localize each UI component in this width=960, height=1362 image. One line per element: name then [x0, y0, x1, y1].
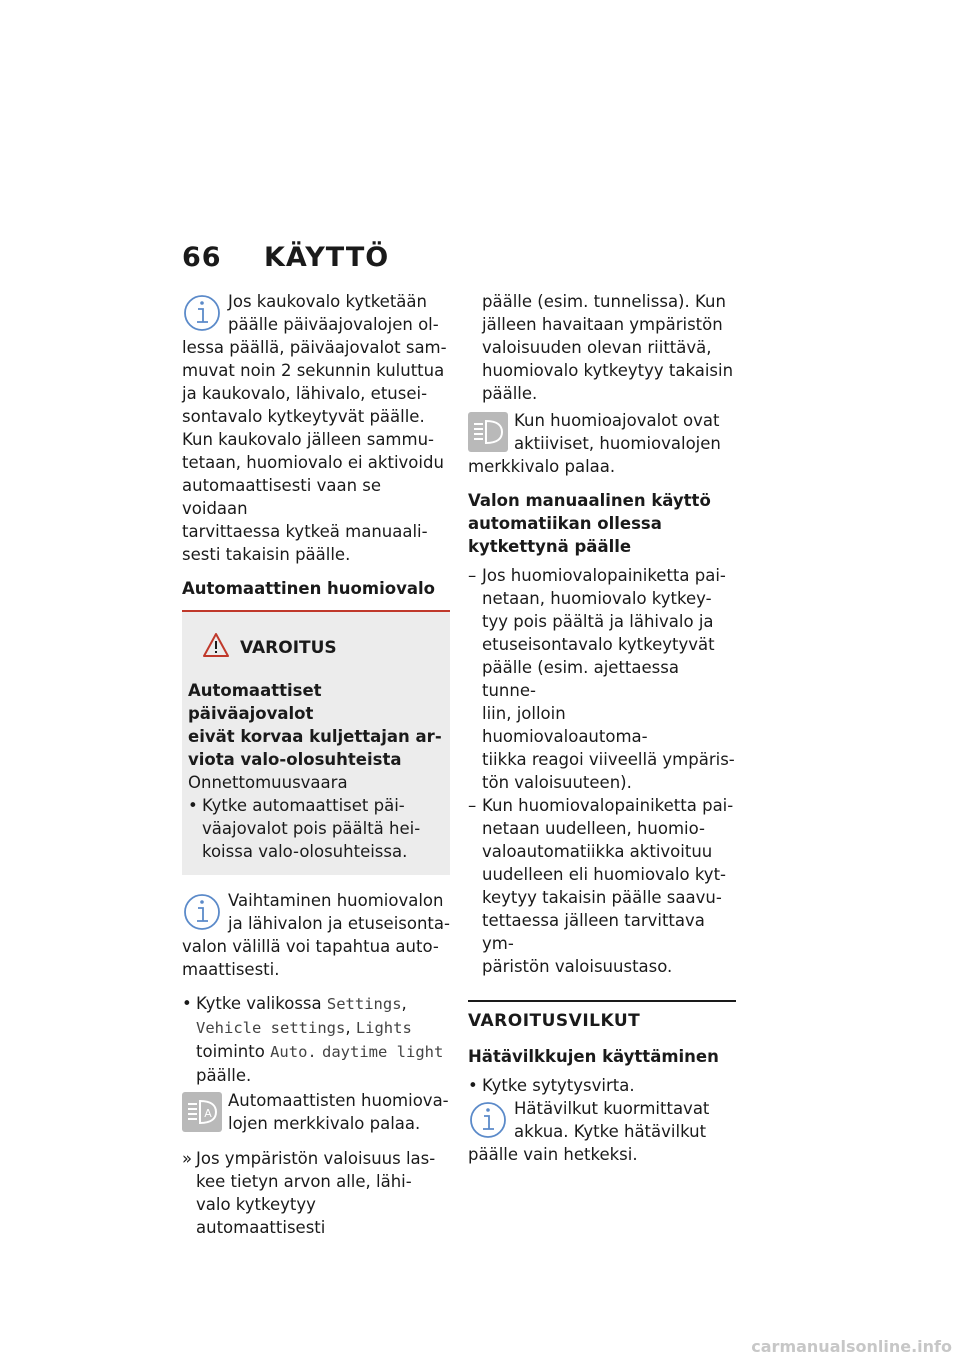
note-line: merkkivalo palaa.: [468, 457, 616, 476]
note-line: lojen merkkivalo palaa.: [228, 1114, 421, 1133]
dash-line: valoautomatiikka aktivoituu: [482, 842, 713, 861]
result-line: jälleen havaitaan ympäristön: [482, 315, 723, 334]
note-line: Kun kaukovalo jälleen sammu-: [182, 430, 434, 449]
watermark: carmanualsonline.info: [751, 1337, 952, 1356]
note-line: maattisesti.: [182, 960, 280, 979]
note-line: lessa päällä, päiväajovalot sam-: [182, 338, 447, 357]
note-line: automaattisesti vaan se voidaan: [182, 476, 382, 518]
heading-line: automatiikan ollessa: [468, 514, 662, 533]
bullet-line: väajovalot pois päältä hei-: [202, 819, 421, 838]
note-line: ja lähivalon ja etuseisonta-: [228, 914, 450, 933]
function-daytime-light: daytime light: [322, 1043, 444, 1061]
warning-label: VAROITUS: [240, 638, 337, 658]
note-line: päälle vain hetkeksi.: [468, 1145, 638, 1164]
note-line: tarvittaessa kytkeä manuaali-: [182, 522, 428, 541]
note-line: Automaattisten huomiova-: [228, 1091, 449, 1110]
info-note: [182, 889, 450, 981]
dash-line: tön valoisuuteen).: [482, 773, 632, 792]
bullet-mark: •: [182, 994, 192, 1013]
result-line: kee tietyn arvon alle, lähi-: [196, 1172, 412, 1191]
daytime-light-indicator-icon: [468, 412, 508, 452]
result-line: päälle.: [482, 384, 538, 403]
heading-line: kytkettynä päälle: [468, 537, 632, 556]
section-divider: [468, 1000, 736, 1002]
dash-mark: –: [468, 566, 477, 585]
bullet-line: Kytke automaattiset päi-: [202, 796, 405, 815]
note-line: valon välillä voi tapahtua auto-: [182, 937, 439, 956]
dash-line: Kun huomiovalopainiketta pai-: [482, 796, 734, 815]
result-line: valo kytkeytyy automaattisesti: [196, 1195, 326, 1237]
section-heading: [468, 489, 736, 558]
dash-line: tettaessa jälleen tarvittava ym-: [482, 911, 705, 953]
left-column: [182, 290, 450, 1239]
info-note: [182, 290, 450, 566]
info-icon: [182, 891, 222, 935]
info-note: [468, 1097, 736, 1166]
note-line: sesti takaisin päälle.: [182, 545, 351, 564]
warning-headline-line: viota valo-olosuhteista: [188, 750, 402, 769]
instruction-suffix: päälle.: [196, 1066, 252, 1085]
chapter-title: KÄYTTÖ: [264, 242, 390, 273]
dash-mark: –: [468, 796, 477, 815]
bullet-mark: •: [468, 1076, 478, 1095]
instruction-mid: toiminto: [196, 1042, 265, 1061]
function-auto: Auto.: [270, 1043, 317, 1061]
note-line: Vaihtaminen huomiovalon: [228, 891, 444, 910]
separator: ,: [401, 994, 407, 1013]
heading-line: Valon manuaalinen käyttö: [468, 491, 711, 510]
result-item: [182, 1147, 450, 1239]
dash-line: netaan, huomiovalo kytkey-: [482, 589, 712, 608]
separator: ,: [345, 1018, 351, 1037]
result-line: Jos ympäristön valoisuus las-: [196, 1149, 436, 1168]
note-line: Hätävilkut kuormittavat: [514, 1099, 710, 1118]
result-continuation: [468, 290, 736, 405]
dash-list-item: [468, 564, 736, 794]
section-heading: Automaattinen huomiovalo: [182, 579, 435, 598]
dash-line: etuseisontavalo kytkeytyvät: [482, 635, 715, 654]
note-line: päälle päiväajovalojen ol-: [228, 315, 439, 334]
note-line: ja kaukovalo, lähivalo, etusei-: [182, 384, 428, 403]
menu-settings: Settings: [326, 995, 402, 1013]
dash-line: Jos huomiovalopainiketta pai-: [482, 566, 726, 585]
warning-headline-line: eivät korvaa kuljettajan ar-: [188, 727, 442, 746]
note-line: Jos kaukovalo kytketään: [228, 292, 427, 311]
note-line: akkua. Kytke hätävilkut: [514, 1122, 707, 1141]
dash-line: uudelleen eli huomiovalo kyt-: [482, 865, 726, 884]
bullet-line: Kytke sytytysvirta.: [482, 1076, 635, 1095]
note-line: Kun huomioajovalot ovat: [514, 411, 720, 430]
auto-headlight-indicator-icon: [182, 1092, 222, 1132]
dash-line: päristön valoisuustaso.: [482, 957, 673, 976]
indicator-note: [468, 409, 736, 478]
result-mark: »: [182, 1149, 193, 1168]
indicator-note: [182, 1089, 450, 1135]
instruction-prefix: Kytke valikossa: [196, 994, 322, 1013]
note-line: sontavalo kytkeytyvät päälle.: [182, 407, 425, 426]
note-line: muvat noin 2 sekunnin kuluttua: [182, 361, 445, 380]
page-number: 66: [182, 242, 222, 273]
info-icon: [182, 292, 222, 336]
subheading: Hätävilkkujen käyttäminen: [468, 1047, 719, 1066]
menu-lights: Lights: [355, 1019, 412, 1037]
info-icon: [468, 1099, 508, 1143]
page-header: [182, 242, 389, 273]
dash-line: liin, jolloin huomiovaloautoma-: [482, 704, 648, 746]
dash-line: päälle (esim. ajettaessa tunne-: [482, 658, 679, 700]
result-line: valoisuuden olevan riittävä,: [482, 338, 712, 357]
dash-list-item: [468, 794, 736, 978]
warning-risk: Onnettomuusvaara: [188, 773, 348, 792]
warning-bullet: [188, 794, 444, 863]
right-column: [468, 290, 736, 1177]
instruction-step: [468, 1074, 736, 1097]
note-line: tetaan, huomiovalo ei aktivoidu: [182, 453, 444, 472]
instruction-step: [182, 992, 450, 1087]
bullet-line: koissa valo-olosuhteissa.: [202, 842, 408, 861]
result-line: päälle (esim. tunnelissa). Kun: [482, 292, 726, 311]
warning-title: [202, 632, 444, 665]
svg-text:A: A: [204, 1107, 212, 1120]
dash-line: netaan uudelleen, huomio-: [482, 819, 705, 838]
result-line: huomiovalo kytkeytyy takaisin: [482, 361, 734, 380]
bullet-mark: •: [188, 796, 198, 815]
dash-line: keytyy takaisin päälle saavu-: [482, 888, 722, 907]
warning-box: [182, 610, 450, 875]
menu-vehicle-settings: Vehicle settings: [196, 1019, 346, 1037]
warning-headline-line: Automaattiset päiväajovalot: [188, 681, 322, 723]
section-title: VAROITUSVILKUT: [468, 1011, 641, 1031]
dash-line: tyy pois päältä ja lähivalo ja: [482, 612, 714, 631]
warning-triangle-icon: [202, 632, 240, 665]
note-line: aktiiviset, huomiovalojen: [514, 434, 721, 453]
dash-line: tiikka reagoi viiveellä ympäris-: [482, 750, 735, 769]
